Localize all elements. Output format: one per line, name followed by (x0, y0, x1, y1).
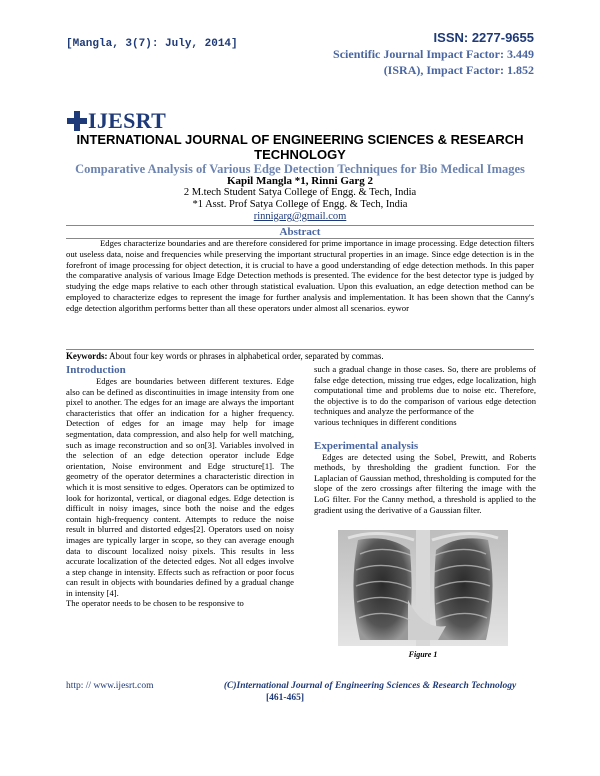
right-column (314, 364, 536, 515)
introduction-heading: Introduction (66, 364, 126, 376)
journal-logo (66, 100, 166, 132)
experimental-heading: Experimental analysis (314, 439, 419, 452)
keywords-label: Keywords: (66, 351, 108, 361)
impact-factor-sjif: Scientific Journal Impact Factor: 3.449 (333, 47, 534, 61)
chest-xray-image (338, 530, 508, 646)
affiliation-1: 2 M.tech Student Satya College of Engg. & Tech, India (183, 187, 417, 198)
left-column (66, 364, 294, 609)
introduction-continued-end: various techniques in different conditions (314, 416, 457, 427)
cross-icon (66, 110, 88, 132)
issn: ISSN: 2277-9655 (433, 30, 534, 45)
figure-caption: Figure 1 (408, 650, 438, 659)
journal-name (66, 132, 534, 162)
page-range: [461-465] (266, 693, 304, 703)
journal-name-line1: INTERNATIONAL JOURNAL OF ENGINEERING SCIENCES & RESEARCH (76, 132, 524, 147)
authors: Kapil Mangla *1, Rinni Garg 2 (226, 175, 374, 187)
author-email-link[interactable]: rinnigarg@gmail.com (253, 211, 347, 222)
citation: [Mangla, 3(7): July, 2014] (66, 38, 238, 50)
abstract-heading: Abstract (279, 226, 321, 238)
keywords (66, 351, 534, 362)
journal-url-link[interactable]: http: // www.ijesrt.com (66, 681, 154, 691)
introduction-paragraph: Edges are boundaries between different textures. Edge also can be defined as discontinuities in image intensity from one pixel to another. The edges for an image are always the important characteristics that offer an indication for a higher frequency. Detection of edges for an image may help for image segmentation, data compression, and also help for well matching, such as image reconstruction and so on[3]. Variables involved in the selection of an edge detection operator include Edge orientation, Noise environment and Edge structure[1]. The geometry of the operator determines a characteristic direction in which it is most sensitive to edges. Operators can be optimized to look for horizontal, vertical, or diagonal edges. Edge detection is difficult in noisy images, since both the noise and the edges contain high-frequency content. Attempts to reduce the noise result in blurred and distorted edges[2]. Operators used on noisy images are typically larger in scope, so they can average enough data to discount localized noisy pixels. This results in less accurate localization of the detected edges. Not all edges involve a step change in intensity. Effects such as refraction or poor focus can result in objects with boundaries defined by a gradual change in intensity [4]. (66, 376, 294, 598)
introduction-paragraph-2: The operator needs to be chosen to be responsive to (66, 598, 244, 609)
footer-copyright: (C)International Journal of Engineering Sciences & Research Technology (223, 681, 517, 691)
divider (66, 349, 534, 350)
logo-text: IJESRT (88, 108, 167, 133)
impact-factor-isra: (ISRA), Impact Factor: 1.852 (383, 63, 534, 77)
affiliation-2: *1 Asst. Prof Satya College of Engg. & Tech, India (192, 199, 408, 210)
abstract-text: Edges characterize boundaries and are therefore considered for prime importance in image processing. Edge detection filters out useless data, noise and frequencies while preserving the important structural properties in an image. Since edge detection is in the forefront of image processing for object detection, it is crucial to have a good understanding of edge detection methods. In this paper the comparative analysis of various Image Edge Detection methods is presented. The evidence for the best detector type is judged by studying the edge maps relative to each other through statistical evaluation. Upon this evaluation, an edge detection method can be employed to characterize edges to represent the image for further analysis and implementation. It has been shown that the Canny's edge detection algorithm performs better than all these operators under almost all scenarios. eywor (66, 238, 534, 313)
keywords-text: About four key words or phrases in alphabetical order, separated by commas. (109, 351, 384, 361)
experimental-text: Edges are detected using the Sobel, Prewitt, and Roberts methods, by thresholding the gradient function. For the Laplacian of Gaussian method, thresholding is computed for the slope of the zero crossings after filtering the image with the LoG filter. For the Canny method, a threshold is applied to the gradient using the derivative of a Gaussian filter. (314, 451, 536, 515)
paper-title: Comparative Analysis of Various Edge Detection Techniques for Bio Medical Images (75, 162, 525, 176)
introduction-continued: such a gradual change in those cases. So, there are problems of false edge detection, missing true edges, edge localization, high computational time and problems due to noise etc. Therefore, the objective is to do the comparison of various edge detection techniques and analyze the performance of the (314, 364, 536, 417)
journal-name-line2: TECHNOLOGY (254, 147, 346, 162)
